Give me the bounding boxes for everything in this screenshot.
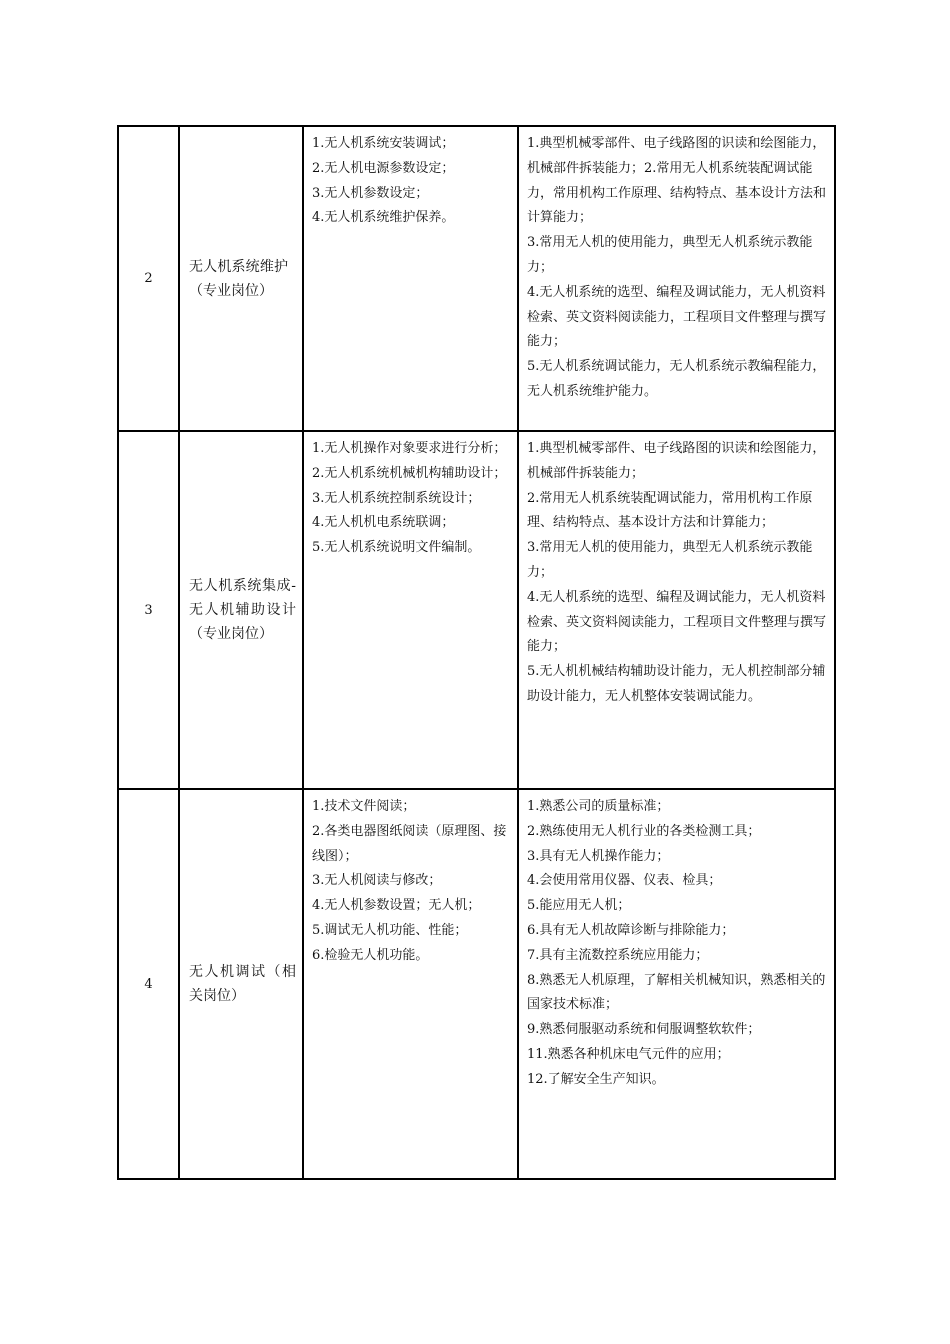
ability-item: 3.常用无人机的使用能力，典型无人机系统示教能力； (527, 540, 813, 580)
ability-item: 3.常用无人机的使用能力，典型无人机系统示教能力； (527, 235, 813, 275)
task-list (304, 790, 517, 969)
task-item: 1.无人机系统安装调试； (312, 136, 455, 151)
role-cell (179, 789, 303, 1179)
task-item: 6.检验无人机功能。 (312, 947, 429, 963)
ability-item: 3.具有无人机操作能力； (527, 848, 670, 864)
ability-item: 1.典型机械零部件、电子线路图的识读和绘图能力，机械部件拆装能力； (527, 441, 826, 481)
ability-item: 8.熟悉无人机原理，了解相关机械知识，熟悉相关的国家技术标准； (527, 972, 826, 1013)
task-item: 3.无人机参数设定； (312, 185, 429, 201)
task-item: 4.无人机机电系统联调； (312, 515, 455, 531)
ability-item: 7.具有主流数控系统应用能力； (527, 947, 709, 963)
abilities-cell (518, 431, 835, 789)
ability-item: 4.无人机系统的选型、编程及调试能力，无人机资料检索、英文资料阅读能力，工程项目文件整理与撰写能力； (527, 284, 827, 350)
abilities-cell (518, 789, 835, 1179)
row-number: 4 (144, 976, 153, 992)
ability-item: 11.熟悉各种机床电气元件的应用； (527, 1046, 730, 1062)
table-row (118, 126, 835, 431)
task-item: 4.无人机系统维护保养。 (312, 210, 455, 226)
ability-item: 2.熟练使用无人机行业的各类检测工具； (527, 823, 761, 839)
ability-list (519, 432, 834, 710)
abilities-cell (518, 126, 835, 431)
table-row (118, 789, 835, 1179)
row-number-cell (118, 431, 179, 789)
task-item: 4.无人机参数设置；无人机； (312, 898, 481, 914)
task-item: 1.无人机操作对象要求进行分析； (312, 441, 507, 456)
task-item: 5.无人机系统说明文件编制。 (312, 540, 481, 556)
tasks-cell (303, 126, 518, 431)
task-item: 2.无人机电源参数设定； (312, 160, 455, 176)
task-item: 5.调试无人机功能、性能； (312, 922, 468, 938)
role-cell (179, 126, 303, 431)
task-item: 3.无人机阅读与修改； (312, 873, 442, 889)
ability-item: 1.熟悉公司的质量标准； (527, 799, 670, 814)
row-number-cell (118, 789, 179, 1179)
job-ability-table (117, 125, 836, 1180)
task-item: 3.无人机系统控制系统设计； (312, 490, 481, 506)
role-name: 无人机系统维护（专业岗位） (189, 258, 288, 299)
ability-item: 4.会使用常用仪器、仪表、检具； (527, 873, 722, 889)
ability-item: 5.无人机机械结构辅助设计能力，无人机控制部分辅助设计能力，无人机整体安装调试能力。 (527, 664, 826, 704)
ability-item: 2.常用无人机系统装配调试能力，常用机构工作原理、结构特点、基本设计方法和计算能力； (527, 490, 813, 531)
row-number: 3 (144, 602, 153, 618)
tasks-cell (303, 789, 518, 1179)
task-item: 2.无人机系统机械机构辅助设计； (312, 465, 507, 481)
ability-item: 6.具有无人机故障诊断与排除能力； (527, 922, 735, 938)
ability-list (519, 127, 834, 405)
ability-item: 1.典型机械零部件、电子线路图的识读和绘图能力，机械部件拆装能力；2.常用无人机系统装配调试能力，常用机构工作原理、结构特点、基本设计方法和计算能力； (527, 136, 827, 226)
ability-item: 5.无人机系统调试能力，无人机系统示教编程能力，无人机系统维护能力。 (527, 359, 826, 399)
role-cell (179, 431, 303, 789)
row-number-cell (118, 126, 179, 431)
ability-item: 4.无人机系统的选型、编程及调试能力，无人机资料检索、英文资料阅读能力，工程项目文件整理与撰写能力； (527, 589, 827, 655)
task-item: 2.各类电器图纸阅读（原理图、接线图）； (312, 823, 507, 864)
ability-item: 5.能应用无人机； (527, 898, 631, 914)
role-name: 无人机系统集成-无人机辅助设计（专业岗位） (189, 578, 296, 642)
ability-list (519, 790, 834, 1093)
task-item: 1.技术文件阅读； (312, 799, 416, 814)
ability-item: 9.熟悉伺服驱动系统和伺服调整软软件； (527, 1022, 761, 1038)
ability-item: 12.了解安全生产知识。 (527, 1071, 665, 1087)
table-row (118, 431, 835, 789)
task-list (304, 127, 517, 231)
role-name: 无人机调试（相关岗位） (189, 964, 296, 1004)
task-list (304, 432, 517, 561)
tasks-cell (303, 431, 518, 789)
row-number: 2 (144, 271, 153, 286)
